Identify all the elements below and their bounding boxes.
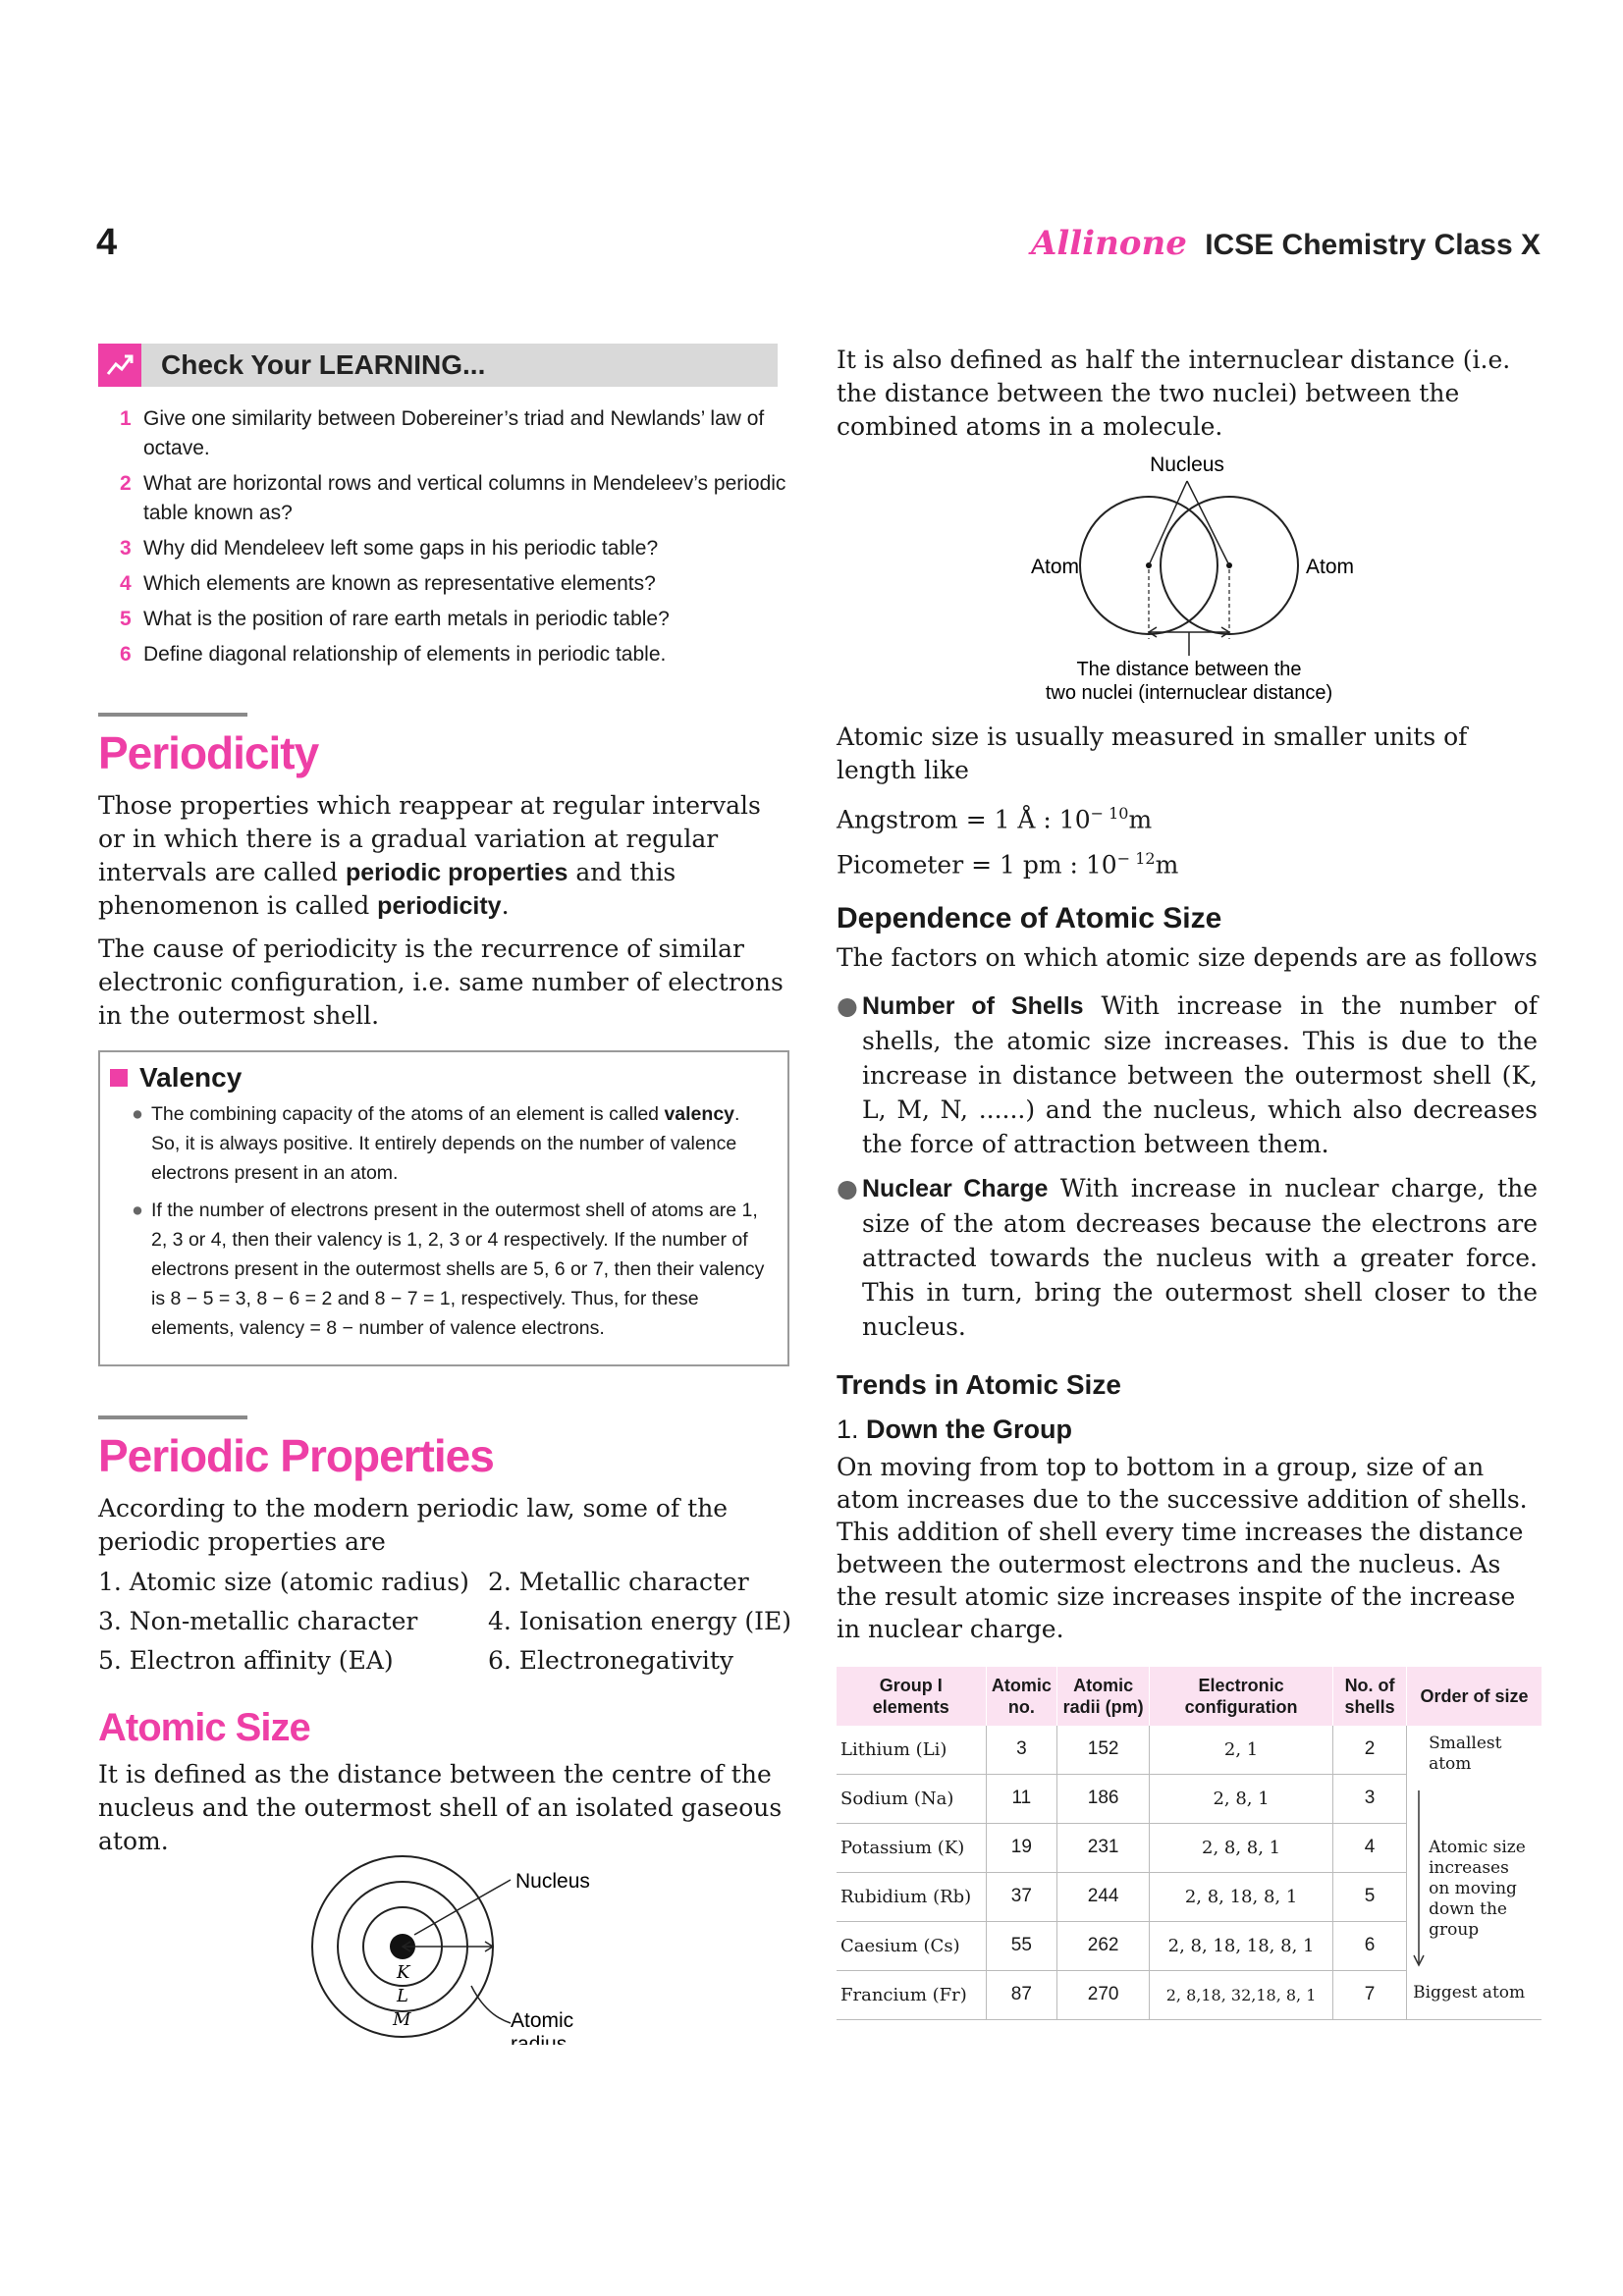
shell-label-m: M	[393, 2009, 411, 2030]
atom-shells-diagram	[98, 1848, 791, 2045]
fig2-nucleus-label: Nucleus	[1150, 454, 1224, 476]
list-item	[837, 988, 1538, 1161]
bullet-icon: ●	[837, 990, 858, 1020]
angstrom-unit	[837, 797, 1538, 836]
exponent: − 12	[1116, 849, 1156, 869]
electronic-configuration: 2, 8, 8, 1	[1150, 1823, 1333, 1872]
fig-atomic-radius-label: radius	[511, 2033, 568, 2045]
shell-count: 3	[1333, 1774, 1407, 1823]
element-name: Caesium (Cs)	[837, 1921, 986, 1970]
text-run: .	[501, 891, 510, 920]
check-learning-title: Check Your LEARNING...	[161, 349, 486, 380]
atomic-number: 3	[986, 1726, 1057, 1775]
order-smallest: Smallest atom	[1429, 1733, 1502, 1774]
table-header: Electronic configuration	[1150, 1667, 1333, 1726]
periodicity-cause: The cause of periodicity is the recurrence of similar electronic configuration, i.e. same number of electrons in the outermost shell.	[98, 934, 784, 1030]
periodic-properties-heading: Periodic Properties	[98, 1430, 494, 1481]
dependence-intro: The factors on which atomic size depends are as follows	[837, 942, 1538, 972]
text-run: Picometer = 1 pm : 10	[837, 850, 1117, 880]
square-bullet-icon	[110, 1069, 128, 1087]
table-header: Atomic no.	[986, 1667, 1057, 1726]
list-item: 3. Non-metallic character	[98, 1607, 418, 1635]
question-number: 1	[120, 407, 132, 430]
charge-factor	[862, 1171, 1538, 1344]
group-1-table	[837, 1667, 1542, 2020]
check-learning-header	[98, 344, 778, 387]
shell-count: 2	[1333, 1726, 1407, 1775]
question-number: 4	[120, 572, 132, 595]
element-name: Sodium (Na)	[837, 1774, 986, 1823]
question-number: 5	[120, 608, 132, 630]
list-item: 1. Atomic size (atomic radius)	[98, 1568, 469, 1596]
left-column	[98, 344, 791, 2049]
valency-point-1	[151, 1099, 768, 1188]
question-number: 6	[120, 643, 132, 666]
electronic-configuration: 2, 8, 18, 18, 8, 1	[1150, 1921, 1333, 1970]
order-biggest: Biggest atom	[1413, 1982, 1526, 2002]
list-item: 4. Ionisation energy (IE)	[487, 1607, 792, 1635]
periodicity-section	[98, 713, 791, 1033]
atomic-size-definition: It is defined as the distance between the centre of the nucleus and the outermost shell of an isolated gaseous atom.	[98, 1760, 783, 1855]
atomic-number: 37	[986, 1872, 1057, 1921]
list-item	[120, 404, 791, 463]
shells-factor	[862, 988, 1538, 1161]
list-item: 6. Electronegativity	[488, 1646, 734, 1675]
exponent: − 10	[1090, 804, 1129, 823]
question-list	[98, 404, 791, 669]
valency-title	[110, 1062, 768, 1094]
list-item	[120, 534, 791, 563]
dependence-list	[837, 988, 1538, 1344]
term-nuclear-charge: Nuclear Charge	[862, 1174, 1049, 1202]
down-group-heading	[837, 1415, 1538, 1445]
electronic-configuration: 2, 8,18, 32,18, 8, 1	[1150, 1970, 1333, 2019]
term-number-of-shells: Number of Shells	[862, 991, 1084, 1020]
down-arrow-icon	[1413, 1790, 1429, 1971]
section-rule	[98, 1415, 247, 1419]
book-title: ICSE Chemistry Class X	[1205, 229, 1541, 261]
valency-box	[98, 1050, 789, 1366]
right-column	[837, 344, 1538, 2020]
question-number: 3	[120, 537, 132, 560]
table-row	[837, 1726, 1542, 1775]
shell-count: 7	[1333, 1970, 1407, 2019]
table-header: Order of size	[1407, 1667, 1542, 1726]
shell-count: 6	[1333, 1921, 1407, 1970]
text-run: m	[1155, 850, 1179, 880]
table-header: Group I elements	[837, 1667, 986, 1726]
valency-title-text: Valency	[139, 1062, 243, 1093]
table-header-row	[837, 1667, 1542, 1726]
list-item: 2. Metallic character	[488, 1568, 749, 1596]
electronic-configuration: 2, 8, 1	[1150, 1774, 1333, 1823]
element-name: Lithium (Li)	[837, 1726, 986, 1775]
table-header: Atomic radii (pm)	[1057, 1667, 1150, 1726]
list-item	[110, 1196, 768, 1343]
valency-point-2: If the number of electrons present in the outermost shell of atoms are 1, 2, 3 or 4, then their valency is 1, 2, 3 or 4 respectively. If the number of electrons present in the outermost shells are 5, 6 or 7, then their valency is 8 − 5 = 3, 8 − 6 = 2 and 8 − 7 = 1, respectively. Thus, for these elements, valency = 8 − number of valence electrons.	[151, 1200, 765, 1339]
down-group-title: Down the Group	[866, 1414, 1073, 1444]
periodic-properties-list	[98, 1563, 791, 1681]
atomic-radius: 152	[1057, 1726, 1150, 1775]
term-valency: valency	[664, 1103, 735, 1125]
term-periodic-properties: periodic properties	[345, 859, 568, 886]
fig-nucleus-label: Nucleus	[515, 1870, 590, 1893]
periodic-properties-intro: According to the modern periodic law, some of the periodic properties are	[98, 1494, 729, 1556]
list-item	[120, 605, 791, 634]
periodic-properties-section	[98, 1415, 791, 1681]
chart-trend-icon	[98, 344, 141, 387]
question-text: Which elements are known as representative elements?	[143, 572, 656, 595]
down-group-text: On moving from top to bottom in a group, size of an atom increases due to the successive addition of shells. This addition of shell every time increases the distance between the outermost electrons and the nucleus. As the result atomic size increases inspite of the increase in nuclear charge.	[837, 1452, 1528, 1643]
bullet-icon: ●	[132, 1103, 143, 1125]
atomic-radius: 262	[1057, 1921, 1150, 1970]
question-text: What are horizontal rows and vertical columns in Mendeleev’s periodic table known as?	[143, 472, 786, 524]
element-name: Francium (Fr)	[837, 1970, 986, 2019]
list-item	[120, 569, 791, 599]
atomic-number: 11	[986, 1774, 1057, 1823]
text-run: . So, it is always positive. It entirely depends on the number of valence electrons present in an atom.	[151, 1103, 740, 1184]
shell-count: 4	[1333, 1823, 1407, 1872]
question-text: Why did Mendeleev left some gaps in his periodic table?	[143, 537, 659, 560]
atomic-number: 87	[986, 1970, 1057, 2019]
atomic-size-section	[98, 1706, 791, 2049]
text-run: Those properties which reappear at regular intervals or in which there is a gradual variation at regular intervals are called	[98, 791, 761, 886]
text-run: With increase in nuclear charge, the size of the atom decreases because the electrons are attracted towards the nucleus with a greater force. This in turn, bring the outermost shell closer to the nucleus.	[862, 1173, 1538, 1341]
fig-atomic-radius-label: Atomic	[511, 2009, 574, 2032]
fig2-caption: two nuclei (internuclear distance)	[1045, 682, 1333, 704]
bullet-icon: ●	[132, 1200, 143, 1221]
text-run: 1.	[837, 1414, 867, 1444]
list-item	[837, 1171, 1538, 1344]
order-of-size-cell	[1407, 1726, 1542, 2020]
atomic-number: 19	[986, 1823, 1057, 1872]
valency-list	[110, 1099, 768, 1343]
question-text: What is the position of rare earth metals in periodic table?	[143, 608, 670, 630]
electronic-configuration: 2, 8, 18, 8, 1	[1150, 1872, 1333, 1921]
electronic-configuration: 2, 1	[1150, 1726, 1333, 1775]
internuclear-distance-diagram	[837, 448, 1538, 709]
atomic-size-heading: Atomic Size	[98, 1706, 310, 1749]
list-item: 5. Electron affinity (EA)	[98, 1646, 394, 1675]
element-name: Potassium (K)	[837, 1823, 986, 1872]
shell-label-k: K	[397, 1962, 410, 1983]
text-run: Angstrom = 1 Å : 10	[837, 805, 1091, 834]
text-run: m	[1128, 805, 1153, 834]
text-run: With increase in the number of shells, the atomic size increases. This is due to the increase in distance between the outermost shell (K, L, M, N, ......) and the nucleus, which also decreases the force of attraction between them.	[862, 990, 1538, 1158]
atomic-radius: 270	[1057, 1970, 1150, 2019]
shell-count: 5	[1333, 1872, 1407, 1921]
bullet-icon: ●	[837, 1173, 858, 1202]
shell-label-l: L	[397, 1986, 408, 2006]
periodicity-heading: Periodicity	[98, 727, 319, 778]
question-text: Define diagonal relationship of elements in periodic table.	[143, 643, 667, 666]
publisher-logo: Allinone	[1030, 224, 1187, 263]
fig2-caption: The distance between the	[1076, 659, 1302, 680]
fig2-atom-left-label: Atom	[1031, 556, 1080, 578]
page-number: 4	[96, 222, 118, 263]
book-header	[1031, 224, 1541, 263]
section-rule	[98, 713, 247, 717]
order-increase-text: Atomic size increases on moving down the group	[1429, 1837, 1526, 1940]
atomic-radius: 186	[1057, 1774, 1150, 1823]
atomic-radius: 244	[1057, 1872, 1150, 1921]
list-item	[120, 640, 791, 669]
question-number: 2	[120, 472, 132, 495]
order-increase	[1413, 1790, 1536, 1971]
atomic-number: 55	[986, 1921, 1057, 1970]
periodicity-definition	[98, 789, 791, 923]
text-run: and this phenomenon is called	[98, 858, 676, 920]
units-intro: Atomic size is usually measured in smaller units of length like	[837, 722, 1468, 784]
picometer-unit	[837, 842, 1538, 881]
element-name: Rubidium (Rb)	[837, 1872, 986, 1921]
term-periodicity: periodicity	[377, 892, 502, 920]
fig2-atom-right-label: Atom	[1306, 556, 1355, 578]
list-item	[120, 469, 791, 528]
question-text: Give one similarity between Dobereiner’s triad and Newlands’ law of octave.	[143, 407, 765, 459]
dependence-heading: Dependence of Atomic Size	[837, 901, 1222, 934]
trends-heading: Trends in Atomic Size	[837, 1368, 1121, 1400]
atomic-radius: 231	[1057, 1823, 1150, 1872]
list-item	[110, 1099, 768, 1188]
internuclear-definition: It is also defined as half the internuclear distance (i.e. the distance between the two nuclei) between the combined atoms in a molecule.	[837, 346, 1511, 441]
text-run: The combining capacity of the atoms of an element is called	[151, 1103, 665, 1125]
table-header: No. of shells	[1333, 1667, 1407, 1726]
